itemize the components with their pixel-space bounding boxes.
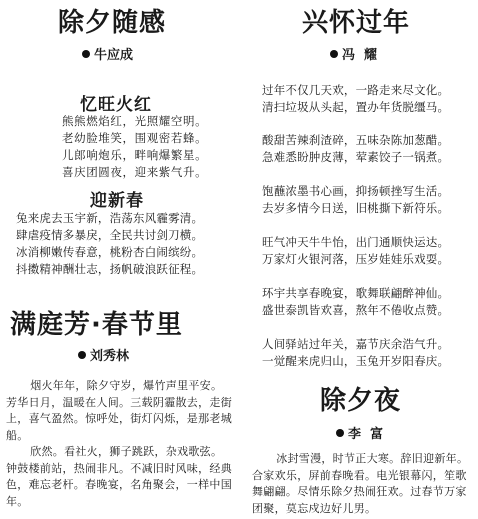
- author-byline: [336, 423, 383, 442]
- verse-line: 急难悉盼肿皮薄，荤素饺子一锅煮。: [262, 150, 450, 164]
- verse-line: 旺气冲天牛牛怡，出门通顺快运达。: [262, 235, 450, 249]
- verse-line: 喜庆团圆夜，迎来紫气升。: [62, 165, 208, 179]
- author-name: 冯 耀: [342, 48, 378, 63]
- bullet-icon: [78, 351, 86, 359]
- poem-subtitle: 忆旺火红: [80, 95, 152, 115]
- author-name: 刘秀林: [90, 349, 130, 364]
- verse-line: 万家灯火银河落，压岁娃娃乐戏耍。: [262, 252, 450, 266]
- poem-title: 除夕夜: [320, 386, 402, 416]
- verse-line: 肆虐疫情多暴戾，全民共讨剑刀横。: [16, 228, 204, 242]
- verse-line: 抖擞精神酬壮志，扬帆破浪跃征程。: [16, 262, 204, 276]
- verse-line: 酸甜苦辣刹渣碎，五味杂陈加葱醋。: [262, 133, 450, 147]
- verse-line: 清扫垃圾从头起，置办年货脱缰马。: [262, 100, 450, 114]
- verse-block: [62, 113, 207, 181]
- prose-block: [6, 378, 232, 510]
- paragraph: 欣然。看社火，狮子跳跃，杂戏歌弦。钟鼓楼前站，热闹非凡。不减旧时风味，经典色，难忘老杆。春晚宴，名角聚会，一样中国年。: [6, 445, 232, 508]
- verse-stanza: [262, 285, 449, 319]
- bullet-icon: [82, 50, 90, 58]
- verse-stanza: [262, 336, 449, 370]
- verse-line: 一觉醒来虎归山，玉兔开岁阳春庆。: [262, 354, 450, 368]
- poem-title: 除夕随感: [58, 8, 167, 38]
- author-byline: [330, 44, 377, 63]
- verse-line: 盛世泰凯皆欢喜，熬年不倦收点赞。: [262, 303, 450, 317]
- verse-line: 老幼脸堆笑，围观密若蜂。: [62, 131, 208, 145]
- poem-title: 兴怀过年: [302, 8, 411, 38]
- author-byline: [82, 44, 133, 63]
- verse-stanza: [262, 234, 449, 268]
- author-byline: [78, 345, 129, 364]
- verse-stanza: [262, 82, 449, 116]
- poem-title: 满庭芳·春节里: [10, 310, 183, 340]
- bullet-icon: [330, 50, 338, 58]
- verse-line: 环宇共享春晚宴，歌舞联翩醉神仙。: [262, 286, 450, 300]
- bullet-icon: [336, 429, 344, 437]
- prose-block: [252, 451, 474, 517]
- poem-subtitle: 迎新春: [90, 191, 144, 211]
- verse-line: 过年不仅几天欢，一路走来尽文化。: [262, 83, 450, 97]
- verse-line: 儿郎响炮乐，畔响爆繁星。: [62, 148, 208, 162]
- author-name: 李 富: [348, 427, 384, 442]
- author-name: 牛应成: [94, 48, 134, 63]
- paragraph: 冰封雪漫，时节正大寒。辞旧迎新年。合家欢乐，屏前春晚看。电光银幕闪，笙歌舞翩翩。尽情乐除夕热闹狂欢。过春节万家团聚，莫忘戍边好儿男。: [252, 452, 469, 515]
- verse-stanza: [262, 183, 449, 217]
- verse-line: 去岁多情今日送，旧桃撕下新符乐。: [262, 201, 450, 215]
- verse-block: [16, 210, 203, 278]
- verse-line: 人间驿站过年关，嘉节庆余浩气升。: [262, 337, 450, 351]
- verse-line: 熊熊燃焰红，光照耀空明。: [62, 114, 208, 128]
- verse-line: 兔来虎去玉宇新，浩荡东风霾雾清。: [16, 211, 204, 225]
- verse-stanza: [262, 132, 449, 166]
- verse-line: 冰消柳嫩传春意，桃粉杏白闹缤纷。: [16, 245, 204, 259]
- paragraph: 烟火年年，除夕守岁，爆竹声里平安。芳华日月，温暖在人间。三载阴霾散去，走街上，喜气盈然。惊呼处，街灯闪烁，是那老城船。: [6, 379, 232, 442]
- verse-line: 饱蘸浓墨书心画，抑扬顿挫写生活。: [262, 184, 450, 198]
